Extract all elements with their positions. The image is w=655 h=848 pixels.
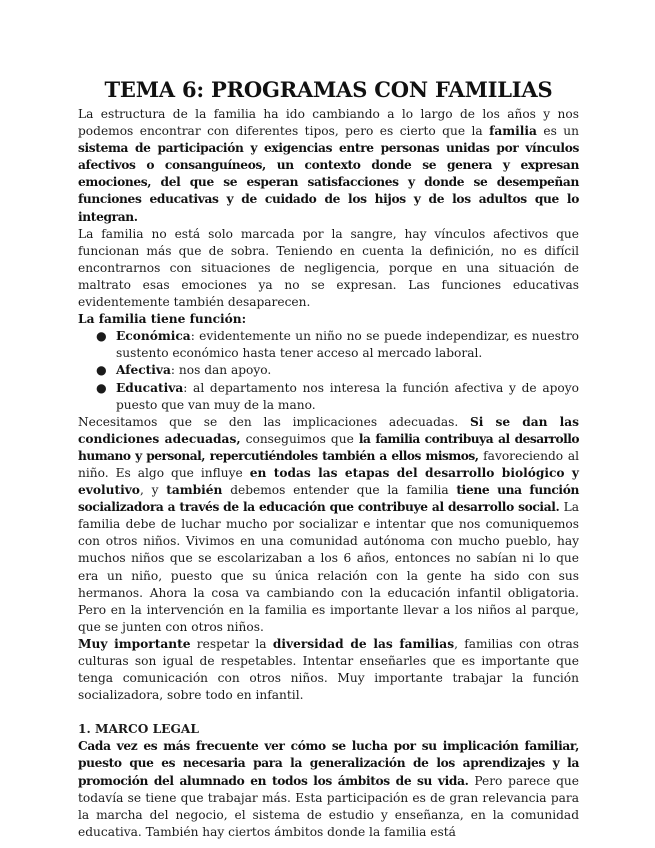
intro-bold-familia: familia — [489, 124, 537, 139]
function-text: : nos dan apoyo. — [170, 363, 272, 378]
function-text: : al departamento nos interesa la función afectiva y de apoyo puesto que van muy de la mano. — [116, 380, 579, 412]
functions-heading-text: La familia tiene función: — [78, 312, 247, 327]
marco-legal-text: Pero parece que todavía se tiene que trabajar más. Esta participación es de gran relevancia para la marcha del negocio, el sistema de estudio y enseñanza, en la comunidad educativa. También hay ciertos ámbitos donde la familia está — [78, 773, 579, 839]
diversity-bold-2: diversidad de las familias — [272, 636, 455, 651]
function-name: Educativa — [116, 380, 184, 395]
bullet-icon: ● — [96, 363, 107, 378]
impl-text-2: conseguimos que — [240, 431, 359, 446]
diversity-paragraph — [78, 636, 579, 704]
impl-bold-1: Si se dan las condiciones adecuadas, — [78, 414, 579, 446]
impl-text-3: favoreciendo al niño. Es algo que influye — [78, 448, 580, 480]
list-item-economica — [96, 328, 579, 362]
impl-text-6: La familia debe de luchar mucho por socializar e intentar que nos comuniquemos con otros niños. Vivimos en una comunidad autónoma con mucho pueblo, hay muchos niños que se escolarizaban a los 6 años, entonces no sabían ni lo que era un niño, puesto que su única relación con la gente ha sido con sus hermanos. Ahora la cosa va cambiando con la educación infantil obligatoria. Pero en la intervención en la familia es importante llevar a los niños al parque, que se junten con otros niños. — [78, 500, 579, 634]
marco-legal-bold: Cada vez es más frecuente ver cómo se lucha por su implicación familiar, puesto que es necesaria para la generalización de los aprendizajes y la promoción del alumnado en todos los ámbitos de su vida. — [78, 739, 579, 788]
function-text: : evidentemente un niño no se puede independizar, es nuestro sustento económico hasta tener acceso al mercado laboral. — [116, 329, 579, 361]
functions-list — [78, 328, 579, 413]
family-bonds-paragraph: La familia no está solo marcada por la sangre, hay vínculos afectivos que funcionan más que de sobra. Teniendo en cuenta la definición, no es difícil encontrarnos con situaciones de negligencia, porque en una situación de maltrato esas emociones ya no se expresan. Las funciones educativas evidentemente también desaparecen. — [78, 226, 579, 310]
impl-bold-2: la familia contribuya al desarrollo humano y personal, repercutiéndoles también a ellos mismos, — [78, 431, 579, 463]
impl-text-4: , y — [139, 483, 167, 498]
function-name: Económica — [116, 329, 191, 344]
impl-bold-5: tiene una función socializadora a través de la educación que contribuye al desarrollo social. — [78, 483, 579, 515]
section-heading-marco-legal: 1. MARCO LEGAL — [78, 722, 199, 737]
bullet-icon: ● — [96, 380, 107, 395]
page-title: TEMA 6: PROGRAMAS CON FAMILIAS — [104, 77, 553, 102]
diversity-text-2: , familias con otras culturas son igual de respetables. Intentar enseñarles que es importante que tenga comunicación con otros niños. Muy importante trabajar la función socializadora, sobre todo en infantil. — [78, 636, 580, 703]
impl-bold-4: también — [166, 483, 223, 498]
impl-text-1: Necesitamos que se den las implicaciones adecuadas. — [78, 414, 470, 429]
diversity-text-1: respetar la — [190, 636, 273, 651]
intro-paragraph — [78, 106, 579, 226]
implications-paragraph — [78, 414, 579, 636]
marco-legal-paragraph — [78, 738, 579, 841]
function-name: Afectiva — [116, 363, 171, 378]
list-item-afectiva — [96, 362, 579, 379]
bullet-icon: ● — [96, 329, 107, 344]
intro-text-2: es un — [536, 124, 579, 139]
list-item-educativa — [96, 380, 579, 414]
diversity-bold-1: Muy importante — [78, 636, 191, 651]
impl-bold-3: en todas las etapas del desarrollo biológico y evolutivo — [78, 465, 579, 498]
intro-text-1: La estructura de la familia ha ido cambiando a lo largo de los años y nos podemos encontrar con diferentes tipos, pero es cierto que la — [78, 107, 579, 139]
impl-text-5: debemos entender que la familia — [222, 483, 457, 498]
functions-heading — [78, 311, 579, 328]
intro-bold-definition: sistema de participación y exigencias entre personas unidas por vínculos afectivos o consanguíneos, un contexto donde se genera y expresan emociones, del que se esperan satisfacciones y donde se desempeñan funciones educativas y de cuidado de los hijos y de los adultos que lo integran. — [78, 141, 579, 224]
